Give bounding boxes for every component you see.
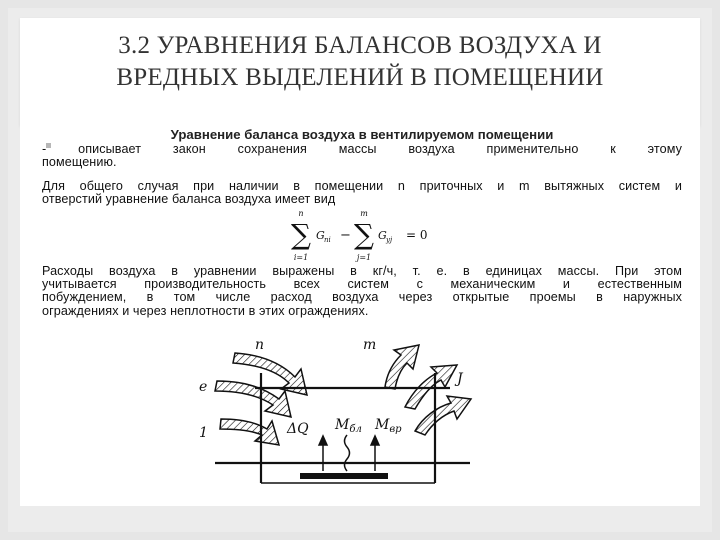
label-e: e [199,379,208,395]
paragraph-units [42,265,682,318]
sum2-upper-limit: m [360,209,368,218]
sum2-lower-limit: j=1 [356,253,372,262]
sum1-upper-limit: n [298,209,304,218]
paragraph-general-case [42,180,682,206]
paragraph-line: Расходы воздуха в уравнении выражены в кг/ч, т. е. в единицах массы. При этом [42,264,682,278]
label-m-vr: $M_{вр}$ [375,417,402,435]
paragraph-line: помещению. [42,155,117,170]
slide-title [20,30,700,94]
title-line-2: ВРЕДНЫХ ВЫДЕЛЕНИЙ В ПОМЕЩЕНИИ [116,64,604,91]
sum1-lower-limit: i=1 [293,253,309,262]
paragraph-definition [42,143,682,169]
paragraph-line: побуждением, в том числе расход воздуха через открытые проемы в наружных [42,290,682,305]
label-m-bl: $M_{бл}$ [335,417,362,435]
term1-subscript: пi [324,236,331,244]
label-1: 1 [199,425,208,441]
term2: G [378,229,387,242]
term2-subscript: yj [386,236,393,244]
paragraph-line: учитывается производительность всех систем с механическим и естественным [42,277,682,292]
term1: G [316,229,325,242]
paragraph-line: Для общего случая при наличии в помещении n приточных и m вытяжных систем и [42,179,682,193]
equals-zero: = 0 [406,228,428,242]
balance-equation [288,207,448,263]
label-n: n [255,337,265,353]
paragraph-line: ограждениях и через неплотности в этих ограждениях. [42,303,369,318]
heat-source [300,473,388,479]
label-m: m [363,337,377,353]
paragraph-line: - описывает закон сохранения массы воздуха применительно к этому [42,142,682,156]
label-J: J [457,371,463,387]
sum1-sigma-icon: ∑ [291,218,311,251]
title-line-1: 3.2 УРАВНЕНИЯ БАЛАНСОВ ВОЗДУХА И [118,32,602,59]
minus-sign: − [340,228,351,243]
section-heading: Уравнение баланса воздуха в вентилируемом помещении [170,127,554,142]
sum2-sigma-icon: ∑ [354,218,374,251]
paragraph-line: отверстий уравнение баланса воздуха имеет вид [42,192,336,207]
label-delta-q: ΔQ [287,421,309,437]
air-balance-diagram [195,333,480,490]
